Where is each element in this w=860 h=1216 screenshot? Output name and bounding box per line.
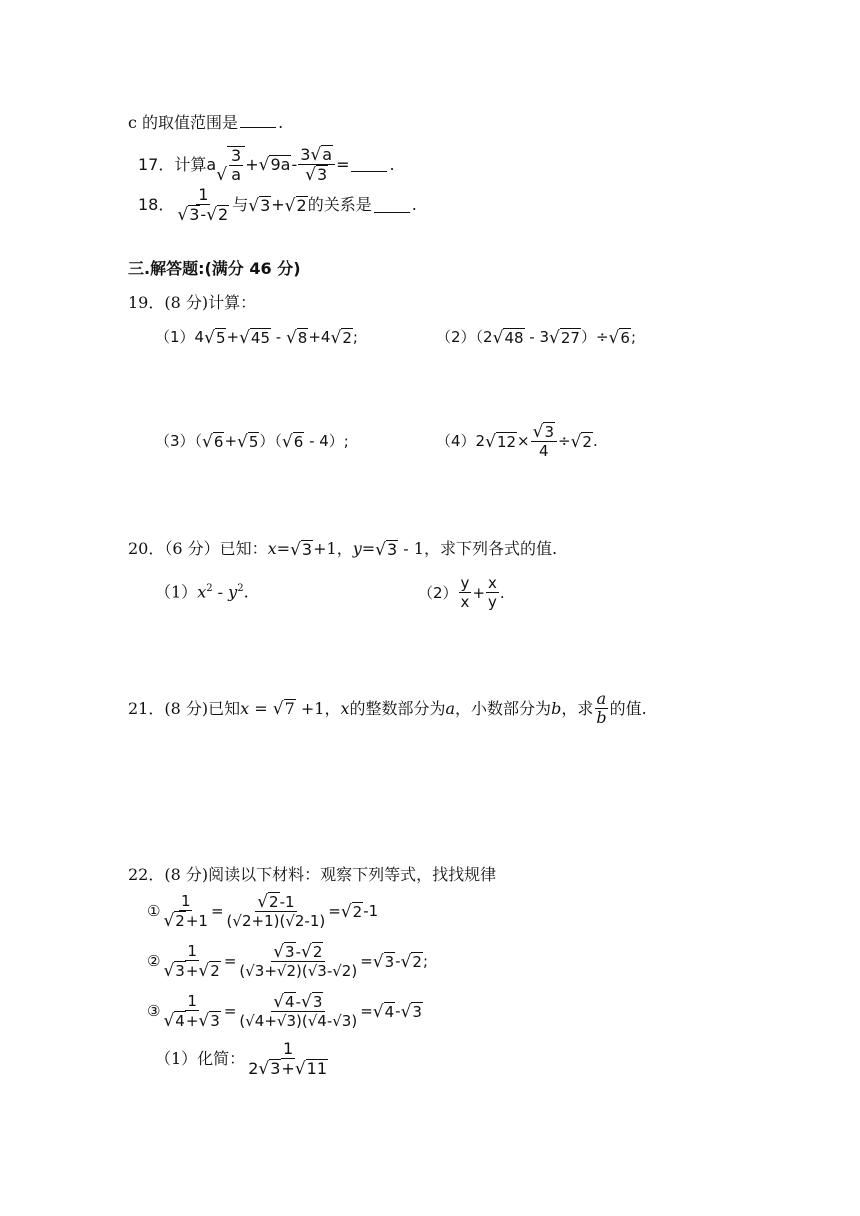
radicand: 9a [270, 155, 291, 174]
text: +1， [295, 698, 341, 718]
q17-fraction: 3 √ a √ 3 [298, 145, 335, 184]
q20-label: 20．（6 分）已知： [128, 539, 268, 558]
part-tag: （1） [155, 328, 195, 346]
q17-sqrt-9a: √ 9a [258, 155, 291, 175]
fraction: 1 √ 3 + √ 2 [163, 942, 220, 981]
frac-num: 1 [187, 992, 197, 1010]
var-x: x [197, 582, 207, 602]
fraction: 1 2 √ 3 + √ 11 [248, 1039, 328, 1079]
radicand: 7 [284, 699, 295, 718]
radicand: 4 [285, 993, 295, 1011]
q20-part2 [418, 574, 505, 611]
radicand: 2 [269, 893, 279, 911]
radicand: 2 [352, 902, 363, 921]
frac-num: 1 [283, 1039, 294, 1058]
q16-text: c 的取值范围是 [128, 113, 239, 132]
times-sign: × [517, 432, 530, 450]
q18-end: . [411, 195, 417, 214]
minus-sign: - [291, 154, 298, 174]
fraction [594, 690, 608, 727]
radicand: 3 [270, 1059, 281, 1078]
fraction: √ 4 - √ 3 (√4+√3)(√4-√3) [239, 992, 358, 1030]
radicand: 3 [210, 1012, 220, 1030]
frac-den: (√2+1)(√2-1) [226, 912, 326, 930]
radicand: 6 [213, 432, 224, 451]
fraction: √ 3 - √ 2 (√3+√2)(√3-√2) [239, 942, 358, 980]
radicand: 2 [218, 205, 229, 224]
equals-sign: = [360, 952, 373, 970]
period: . [592, 432, 598, 450]
equals-sign: = [276, 539, 291, 558]
radicand: 8 [297, 328, 308, 347]
divide-sign: ）÷ [580, 328, 609, 346]
frac-num: 3 [231, 145, 242, 165]
q22-eq1: ① 1 √ 2 +1 = √ 2 -1 (√2+1)(√2-1) = √ 2 -1 [147, 892, 379, 931]
coef: 2 [248, 1059, 259, 1078]
frac-num-coef: 3 [300, 145, 311, 164]
q20-heading: 20．（6 分）已知： x = √ 3 +1， y = √ 3 - 1，求下列各式的值. [128, 539, 558, 560]
radicand: 3 [312, 993, 323, 1011]
q18-label: 18． [138, 195, 175, 214]
text: ，求 [561, 698, 594, 718]
den-tail: +1 [185, 912, 208, 930]
equals-sign: = [361, 539, 376, 558]
plus-sign: + [472, 583, 486, 602]
semicolon: ; [422, 952, 429, 970]
part-tag: （4）2 [436, 432, 486, 450]
equals-sign: = [328, 902, 341, 920]
q19-heading: 19．(8 分)计算： [128, 293, 257, 312]
var-x: x [267, 539, 277, 558]
frac-num: x [488, 574, 497, 592]
radicand: 3 [285, 943, 295, 961]
answer-blank [351, 157, 387, 172]
radicand: 12 [496, 432, 517, 451]
radicand: 27 [560, 328, 580, 347]
var-x: x [240, 698, 250, 718]
q19-part3: （3）（ √ 6 + √ 5 ）（ √ 6 - 4）; [155, 431, 349, 452]
radicand: 5 [248, 432, 259, 451]
q21-line: 21．(8 分)已知 x = √ 7 +1， x 的整数部分为 a ，小数部分为 b ，求 $\frac{a}{b}$ 的值. [128, 689, 647, 727]
q22-eq2: ② 1 √ 3 + √ 2 = √ 3 - √ 2 (√3+√2)(√3-√2) = √ 3 - √ 2 ; [147, 942, 429, 981]
minus-sign: - [212, 582, 229, 602]
radicand: 2 [412, 952, 422, 971]
equals-sign: = [210, 902, 224, 920]
period: . [243, 582, 249, 602]
frac-den: a [231, 164, 242, 184]
fraction: √ 2 -1 (√2+1)(√2-1) [226, 892, 326, 930]
equals-sign: = [223, 952, 237, 970]
radicand: a [322, 145, 333, 164]
radicand: 5 [215, 328, 226, 347]
radicand: 2 [582, 432, 592, 451]
radicand: 6 [620, 328, 630, 347]
part-tag: （2）（2 [436, 328, 493, 346]
fraction [459, 574, 472, 611]
var-b: b [551, 698, 562, 718]
exponent: 2 [206, 583, 213, 594]
q18-text: 的关系是 [307, 195, 372, 214]
section-heading: 三.解答题:(满分 46 分) [128, 259, 301, 278]
circled-number: ② [147, 952, 161, 970]
part-tag: （2） [418, 583, 458, 602]
part-tag: （3）（ [155, 432, 203, 450]
fraction: 1 √ 2 +1 [163, 892, 208, 931]
radicand: 11 [306, 1059, 328, 1078]
minus-sign: - 3 [524, 328, 550, 346]
radicand: 3 [175, 962, 185, 980]
text: +1， [313, 539, 353, 558]
q17-sqrt-frac: √ $\frac{3}{a}$ [216, 146, 245, 184]
frac-num: 1 [187, 942, 197, 960]
circled-number: ① [147, 902, 161, 920]
text: ，小数部分为 [455, 698, 552, 718]
var-a: a [445, 698, 456, 718]
var-y: y [352, 539, 362, 558]
q17-line [138, 145, 395, 184]
frac-den: x [460, 593, 470, 611]
answer-blank [374, 198, 410, 213]
period: . [499, 583, 505, 602]
num-tail: -1 [279, 893, 295, 911]
exponent: 2 [237, 583, 244, 594]
q16-tail-line [128, 112, 283, 134]
minus-sign: - [200, 205, 207, 224]
radicand: 6 [293, 432, 304, 451]
semicolon: ; [352, 328, 358, 346]
q16-end: . [278, 113, 284, 132]
fraction [486, 574, 499, 611]
plus-sign: + [185, 1012, 199, 1030]
minus-sign: - [295, 993, 301, 1011]
semicolon: ; [630, 328, 636, 346]
radicand: 3 [384, 952, 395, 971]
q17-label: 17．计算 [138, 154, 207, 174]
minus-sign: - [395, 1002, 401, 1020]
radicand: 2 [210, 962, 220, 980]
plus-sign: + [226, 328, 240, 346]
frac-num: a [596, 689, 607, 708]
q21-label: 21．(8 分)已知 [128, 698, 241, 718]
equals-sign: = [336, 154, 350, 174]
minus-sign: - [271, 328, 286, 346]
text: 的整数部分为 [349, 698, 446, 718]
plus-sign: + [271, 195, 285, 214]
radicand: 4 [384, 1002, 395, 1021]
plus-sign: + [245, 154, 259, 174]
answer-blank [240, 113, 276, 128]
q22-eq3: ③ 1 √ 4 + √ 3 = √ 4 - √ 3 (√4+√3)(√4-√3) = √ 4 - √ 3 [147, 992, 422, 1031]
radicand: 48 [504, 328, 524, 347]
radicand: 3 [189, 205, 200, 224]
equals-sign: = [249, 698, 273, 718]
text: 的值. [609, 698, 647, 718]
radicand: 3 [260, 195, 271, 215]
var-y: y [228, 582, 238, 602]
radicand: 3 [301, 539, 313, 559]
minus-sign: - [295, 943, 301, 961]
q19-part4: （4）2 √ 12 × √ 3 4 ÷ √ 2 . [436, 422, 598, 460]
radicand: 3 [387, 539, 398, 559]
radicand: 4 [175, 1012, 185, 1030]
radicand: 3 [412, 1002, 422, 1021]
fraction: 1 √ 4 + √ 3 [163, 992, 220, 1031]
frac-den: (√4+√3)(√4-√3) [239, 1012, 358, 1030]
var-x: x [340, 698, 350, 718]
tail-text: - 4）; [304, 432, 349, 450]
result-tail: -1 [363, 902, 379, 920]
paren: ）（ [259, 432, 282, 450]
equals-sign: = [223, 1002, 237, 1020]
plus-sign: + [224, 432, 238, 450]
circled-number: ③ [147, 1002, 161, 1020]
text: - 1，求下列各式的值. [398, 539, 558, 558]
frac-num: y [460, 574, 470, 592]
frac-den: y [488, 593, 497, 611]
q19-part1: （1） 4 √ 5 + √ 45 - √ 8 +4 √ 2 ; [155, 327, 358, 348]
q18-line: 18． 1 √ 3 - √ 2 与 √ 3 + √ 2 的关系是 . [138, 185, 417, 225]
plus-sign: + [281, 1059, 295, 1078]
q17-end: . [389, 154, 395, 174]
q18-fraction: 1 √ 3 - √ 2 [177, 185, 229, 225]
coef: 4 [194, 328, 205, 346]
part-tag: （1）化简： [155, 1049, 246, 1068]
frac-den: b [596, 708, 607, 727]
part-tag: （1） [155, 582, 198, 602]
fraction: √ 3 4 [531, 422, 557, 460]
frac-den: 4 [539, 442, 549, 460]
frac-num: 1 [180, 892, 191, 910]
q20-part1 [155, 578, 249, 603]
radicand: 2 [296, 195, 307, 215]
q19-part2: （2）（2 √ 48 - 3 √ 27 ）÷ √ 6 ; [436, 327, 636, 348]
plus-sign: + [185, 962, 199, 980]
frac-den: (√3+√2)(√3-√2) [239, 962, 358, 980]
radicand: 3 [316, 165, 328, 184]
q22-part1 [155, 1040, 331, 1078]
q22-heading: 22．(8 分)阅读以下材料：观察下列等式，找找规律 [128, 865, 497, 884]
radicand: 2 [312, 943, 323, 961]
radicand: 2 [342, 328, 352, 347]
minus-sign: - [395, 952, 401, 970]
q18-text: 与 [232, 195, 249, 214]
plus-sign: +4 [308, 328, 331, 346]
frac-num: 1 [198, 185, 209, 204]
radicand: 3 [544, 423, 554, 441]
radicand: 2 [175, 912, 185, 930]
q17-coef: a [206, 154, 217, 174]
divide-sign: ÷ [558, 432, 571, 450]
radicand: 45 [250, 328, 270, 347]
equals-sign: = [360, 1002, 373, 1020]
